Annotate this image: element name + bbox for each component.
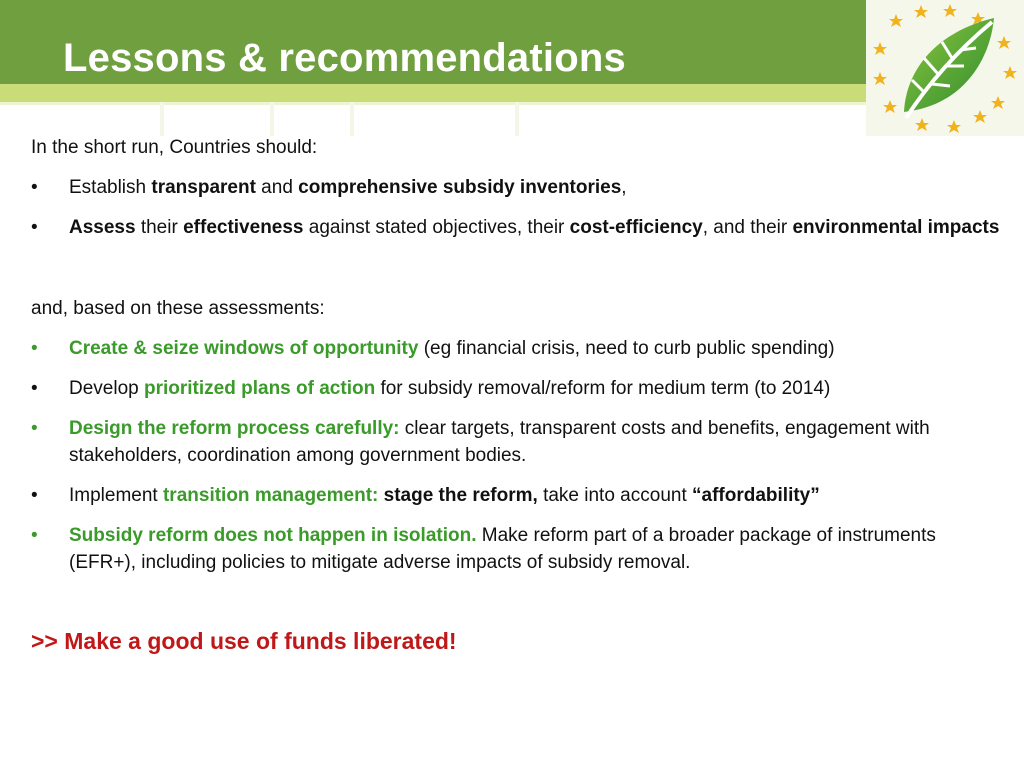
list-text: prioritized plans of action	[144, 378, 376, 399]
list-text: stage the reform,	[378, 485, 538, 506]
list-item	[31, 482, 1006, 509]
list-text: “affordability”	[692, 485, 820, 506]
list-text: environmental impacts	[792, 217, 1000, 238]
list-text: (eg financial crisis, need to curb public spending)	[418, 338, 835, 359]
bullet-icon: •	[31, 177, 38, 198]
section-intro: and, based on these assessments:	[31, 298, 325, 319]
list-text: and	[255, 177, 299, 198]
list-text: , and their	[702, 217, 793, 238]
decor-divider	[350, 102, 354, 136]
list-item	[31, 415, 1006, 469]
list-text: clear targets, transparent costs and benefits, engagement with stakeholders, coordination among government bodies.	[69, 418, 930, 466]
list-item	[31, 335, 1006, 362]
closing-statement: >> Make a good use of funds liberated!	[31, 628, 457, 654]
leaf-with-stars-icon	[866, 0, 1024, 136]
list-text: Design the reform process carefully:	[69, 418, 400, 439]
slide-title: Lessons & recommendations	[63, 36, 626, 80]
list-text: Establish	[69, 177, 152, 198]
list-item	[31, 375, 1006, 402]
list-text: transparent	[151, 177, 256, 198]
list-text: Assess	[69, 217, 136, 238]
bullet-icon: •	[31, 217, 38, 238]
bullet-icon: •	[31, 418, 38, 439]
bullet-icon: •	[31, 338, 38, 359]
list-text: comprehensive subsidy inventories	[298, 177, 622, 198]
list-text: for subsidy removal/reform for medium term (to 2014)	[375, 378, 831, 399]
slide-body	[31, 134, 1006, 655]
list-item	[31, 174, 1006, 201]
decor-divider	[160, 102, 164, 136]
list-text: Develop	[69, 378, 144, 399]
list-text: against stated objectives, their	[303, 217, 570, 238]
bullet-icon: •	[31, 378, 38, 399]
list-text: effectiveness	[183, 217, 304, 238]
list-text: Make reform part of a broader package of instruments (EFR+), including policies to mitigate adverse impacts of subsidy removal.	[69, 525, 936, 573]
decor-divider	[270, 102, 274, 136]
decor-divider	[515, 102, 519, 136]
list-text: Create & seize windows of opportunity	[69, 338, 419, 359]
list-text: ,	[621, 177, 627, 198]
bullet-icon: •	[31, 525, 38, 546]
list-item	[31, 522, 1006, 576]
list-item	[31, 214, 1006, 241]
logo	[866, 0, 1024, 136]
list-text: take into account	[537, 485, 693, 506]
list-text: their	[135, 217, 184, 238]
bullet-icon: •	[31, 485, 38, 506]
section-intro: In the short run, Countries should:	[31, 137, 318, 158]
list-text: Implement	[69, 485, 163, 506]
list-text: cost-efficiency	[569, 217, 703, 238]
list-text: Subsidy reform does not happen in isolation.	[69, 525, 477, 546]
list-text: transition management:	[162, 485, 379, 506]
